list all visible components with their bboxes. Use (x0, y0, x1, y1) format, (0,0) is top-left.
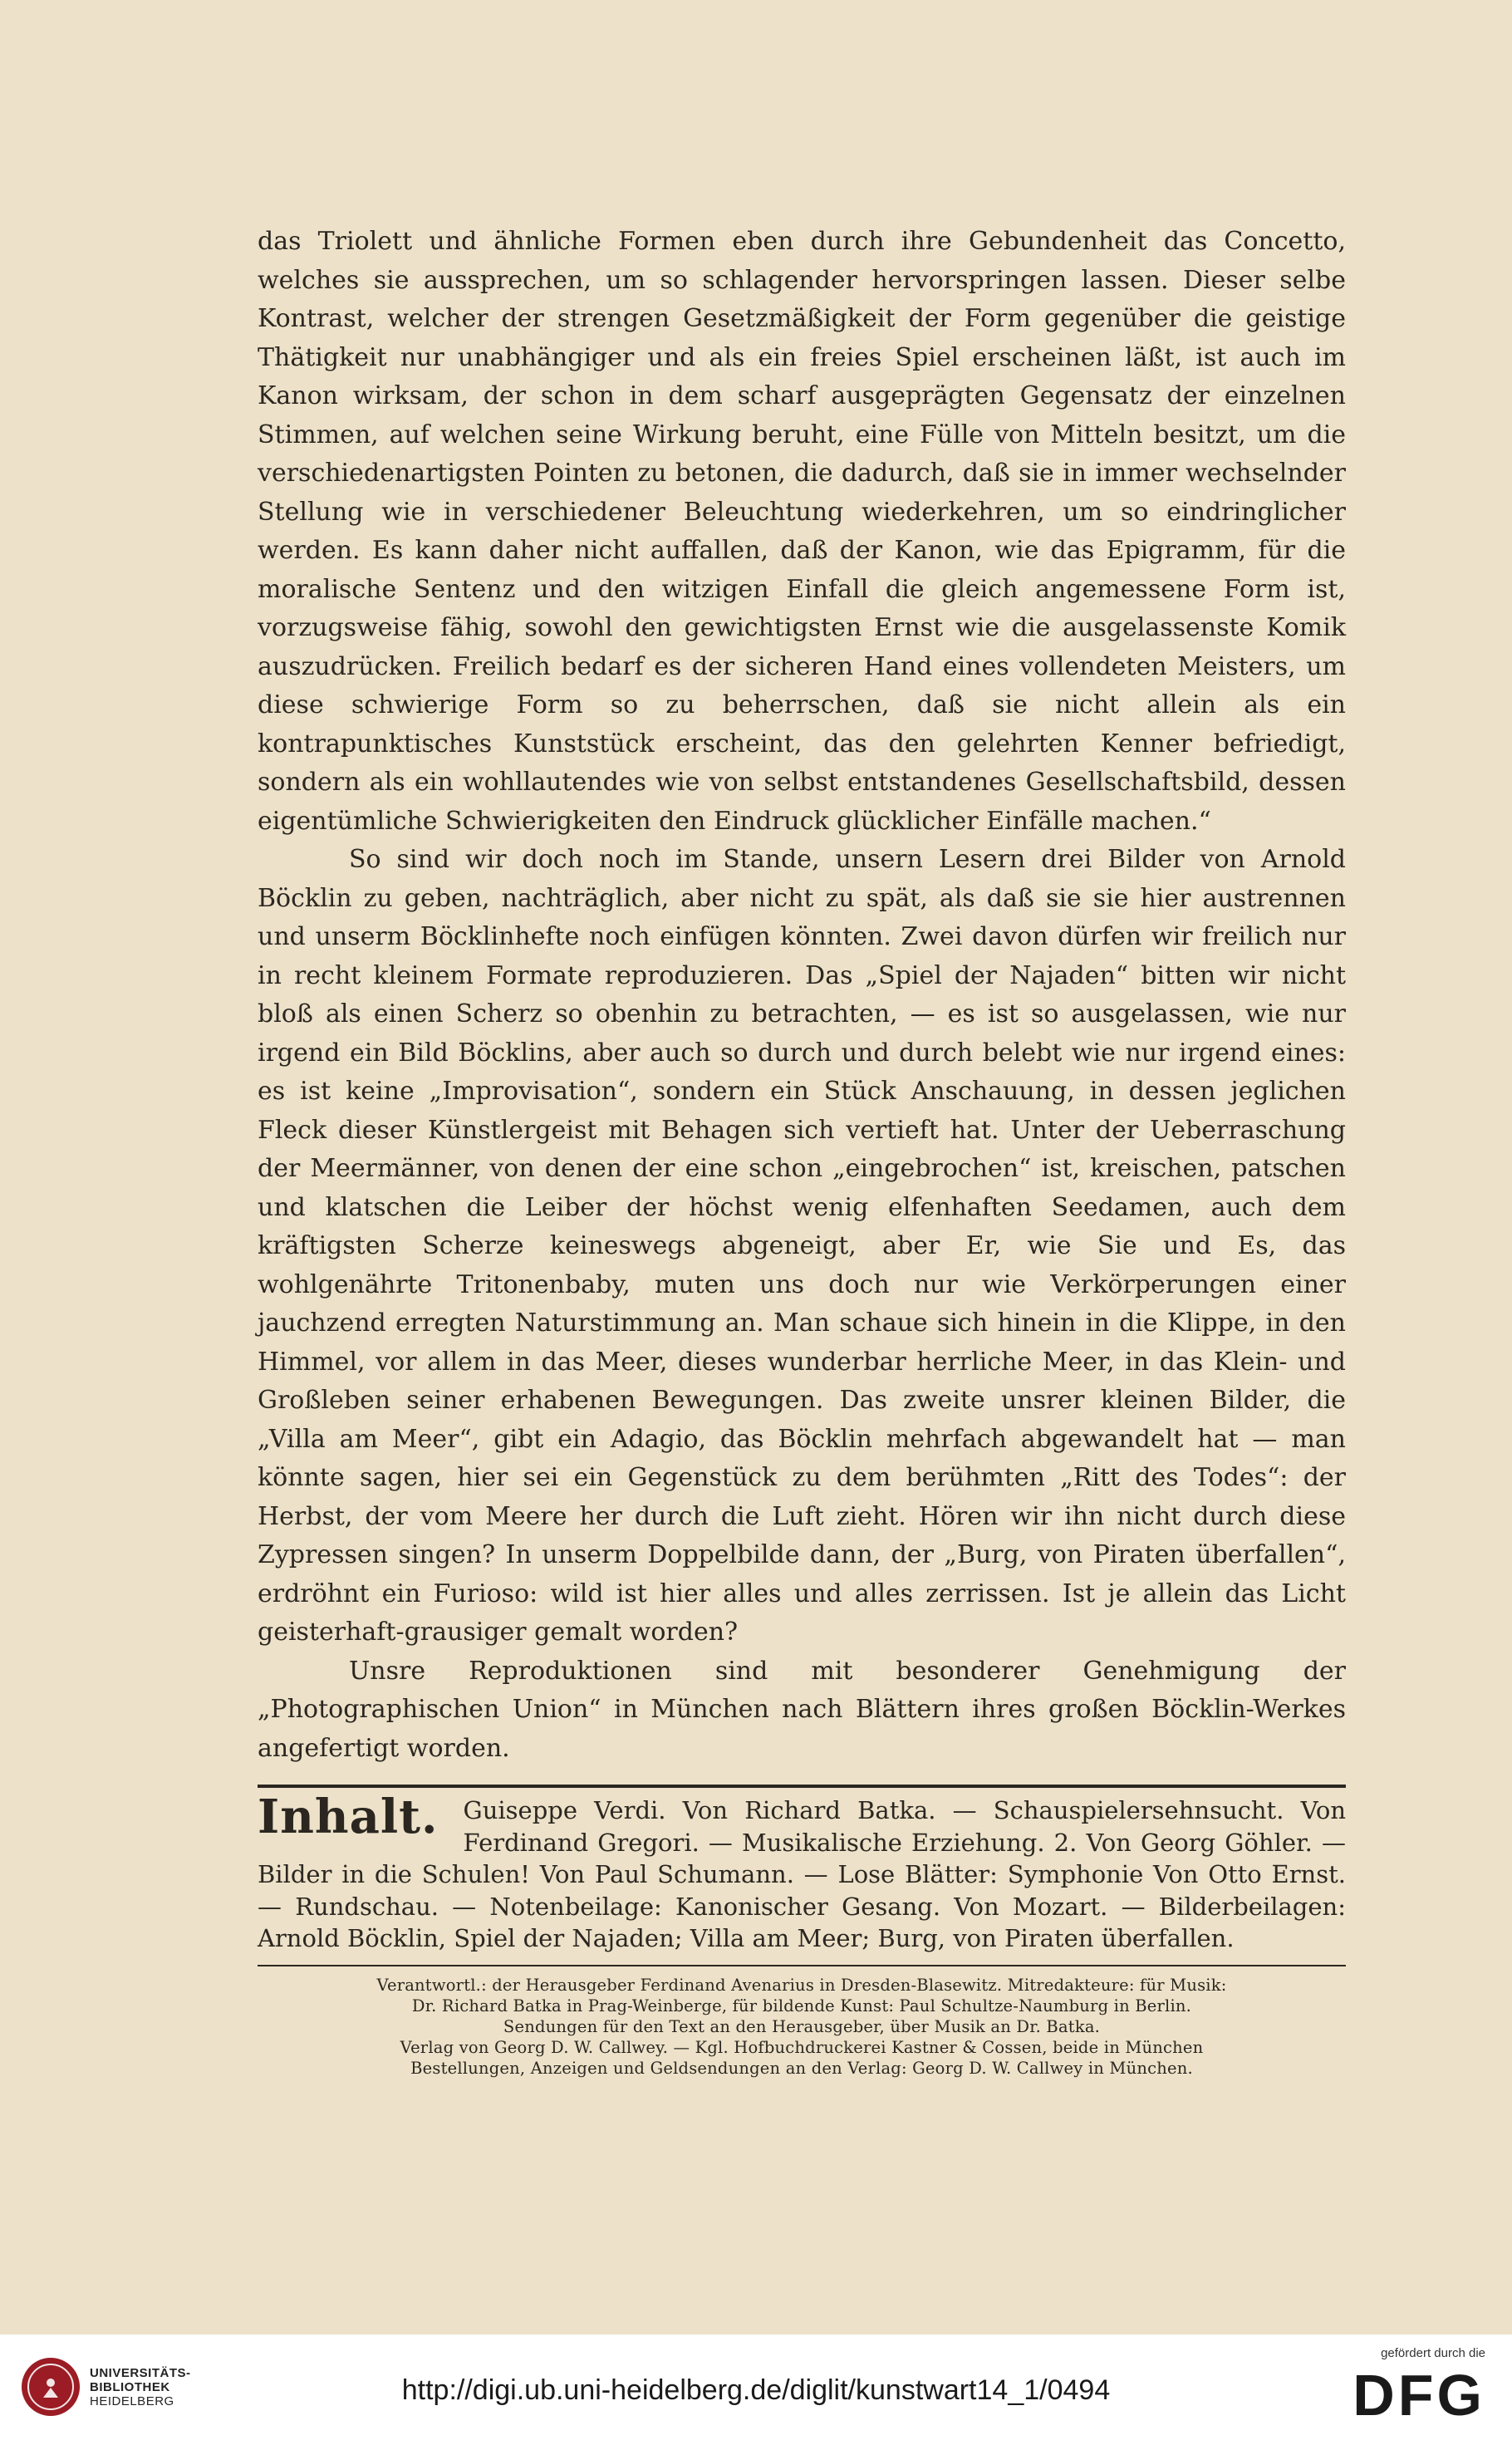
paragraph-3: Unsre Reproduktionen sind mit besonderer Genehmigung der „Photographischen Union“ in München nach Blättern ihres großen Böcklin-Werkes angefertigt worden. (258, 1656, 1346, 1763)
imprint-line: Verantwortl.: der Herausgeber Ferdinand Avenarius in Dresden-Blasewitz. Mitredakteure: für Musik: (376, 1975, 1227, 1995)
university-name-line: BIBLIOTHEK (90, 2379, 170, 2394)
contents-text: Guiseppe Verdi. Von Richard Batka. — Schauspielersehnsucht. Von Ferdinand Gregori. — Musikalische Erziehung. 2. Von Georg Göhler. — Bilder in die Schulen! Von Paul Schumann. — Lose Blätter: Symphonie Von Otto Ernst. — Rundschau. — Notenbeilage: Kanonischer Gesang. Von Mozart. — Bilderbeilagen: Arnold Böcklin, Spiel der Najaden; Villa am Meer; Burg, von Piraten überfallen. (258, 1796, 1346, 1952)
funder-block (1352, 2346, 1485, 2428)
paragraph-1: das Triolett und ähnliche Formen eben durch ihre Gebundenheit das Concetto, welches sie aussprechen, um so schlagender hervorspringen lassen. Dieser selbe Kontrast, welcher der strengen Gesetzmäßigkeit der Form gegenüber die geistige Thätigkeit nur unabhängiger und als ein freies Spiel erscheinen läßt, ist auch im Kanon wirksam, der schon in dem scharf ausgeprägten Gegensatz der einzelnen Stimmen, auf welchen seine Wirkung beruht, eine Fülle von Mitteln besitzt, um die verschiedenartigsten Pointen zu betonen, die dadurch, daß sie in immer wechselnder Stellung wie in verschiedener Beleuchtung wiederkehren, um so eindringlicher werden. Es kann daher nicht auffallen, daß der Kanon, wie das Epigramm, für die moralische Sentenz und den witzigen Einfall die gleich angemessene Form ist, vorzugsweise fähig, sowohl den gewichtigsten Ernst wie die ausgelassenste Komik auszudrücken. Freilich bedarf es der sicheren Hand eines vollendeten Meisters, um diese schwierige Form so zu beherrschen, daß sie nicht allein als ein kontrapunktisches Kunststück erscheint, das den gelehrten Kenner befriedigt, sondern als ein wohllautendes wie von selbst entstandenes Gesellschaftsbild, dessen eigentümliche Schwierigkeiten den Eindruck glücklicher Einfälle machen.“ (258, 227, 1346, 836)
imprint-line: Dr. Richard Batka in Prag-Weinberge, für bildende Kunst: Paul Schultze-Naumburg in Berlin. (411, 1996, 1192, 2015)
library-footer (0, 2335, 1512, 2445)
imprint-line: Verlag von Georg D. W. Callwey. — Kgl. Hofbuchdruckerei Kastner & Cossen, beide in München (400, 2037, 1204, 2057)
imprint-line: Bestellungen, Anzeigen und Geldsendungen an den Verlag: Georg D. W. Callwey in München. (410, 2058, 1193, 2078)
permalink-url[interactable]: http://digi.ub.uni-heidelberg.de/diglit/kunstwart14_1/0494 (401, 2374, 1111, 2406)
imprint-line: Sendungen für den Text an den Herausgeber, über Musik an Dr. Batka. (503, 2016, 1101, 2036)
paragraph-2: So sind wir doch noch im Stande, unsern Lesern drei Bilder von Arnold Böcklin zu geben, nachträglich, aber nicht zu spät, als daß sie sie hier austrennen und unserm Böcklinhefte noch einfügen könnten. Zwei davon dürfen wir freilich nur in recht kleinem Formate reproduzieren. Das „Spiel der Najaden“ bitten wir nicht bloß als einen Scherz so obenhin zu betrachten, — es ist so ausgelassen, wie nur irgend ein Bild Böcklins, aber auch so durch und durch belebt wie nur irgend eines: es ist keine „Improvisation“, sondern ein Stück Anschauung, in dessen jeglichen Fleck dieser Künstlergeist mit Behagen sich vertieft hat. Unter der Ueberraschung der Meermänner, von denen der eine schon „eingebrochen“ ist, kreischen, patschen und klatschen die Leiber der höchst wenig elfenhaften Seedamen, auch dem kräftigsten Scherze keineswegs abgeneigt, aber Er, wie Sie und Es, das wohlgenährte Tritonenbaby, muten uns doch nur wie Verkörperungen einer jauchzend erregten Naturstimmung an. Man schaue sich hinein in die Klippe, in den Himmel, vor allem in das Meer, dieses wunderbar herrliche Meer, in das Klein- und Großleben seiner erhabenen Bewegungen. Das zweite unsrer kleinen Bilder, die „Villa am Meer“, gibt ein Adagio, das Böcklin mehrfach abgewandelt hat — man könnte sagen, hier sei ein Gegenstück zu dem berühmten „Ritt des Todes“: der Herbst, der vom Meere her durch die Luft zieht. Hören wir ihn nicht durch diese Zypressen singen? In unserm Doppelbilde dann, der „Burg, von Piraten überfallen“, erdröhnt ein Furioso: wild ist hier alles und alles zerrissen. Ist je allein das Licht geisterhaft-grausiger gemalt worden? (258, 845, 1346, 1647)
dfg-logo[interactable]: DFG (1352, 2363, 1485, 2428)
funder-caption: gefördert durch die (1381, 2346, 1485, 2360)
contents-heading: Inhalt. (258, 1790, 439, 1844)
table-of-contents (258, 1790, 1346, 1955)
section-divider (258, 1785, 1346, 1788)
imprint (258, 1975, 1346, 2079)
university-name-line: HEIDELBERG (90, 2393, 174, 2408)
university-name-line: UNIVERSITÄTS- (90, 2365, 191, 2380)
imprint-divider (258, 1965, 1346, 1966)
article-body (258, 223, 1346, 1768)
